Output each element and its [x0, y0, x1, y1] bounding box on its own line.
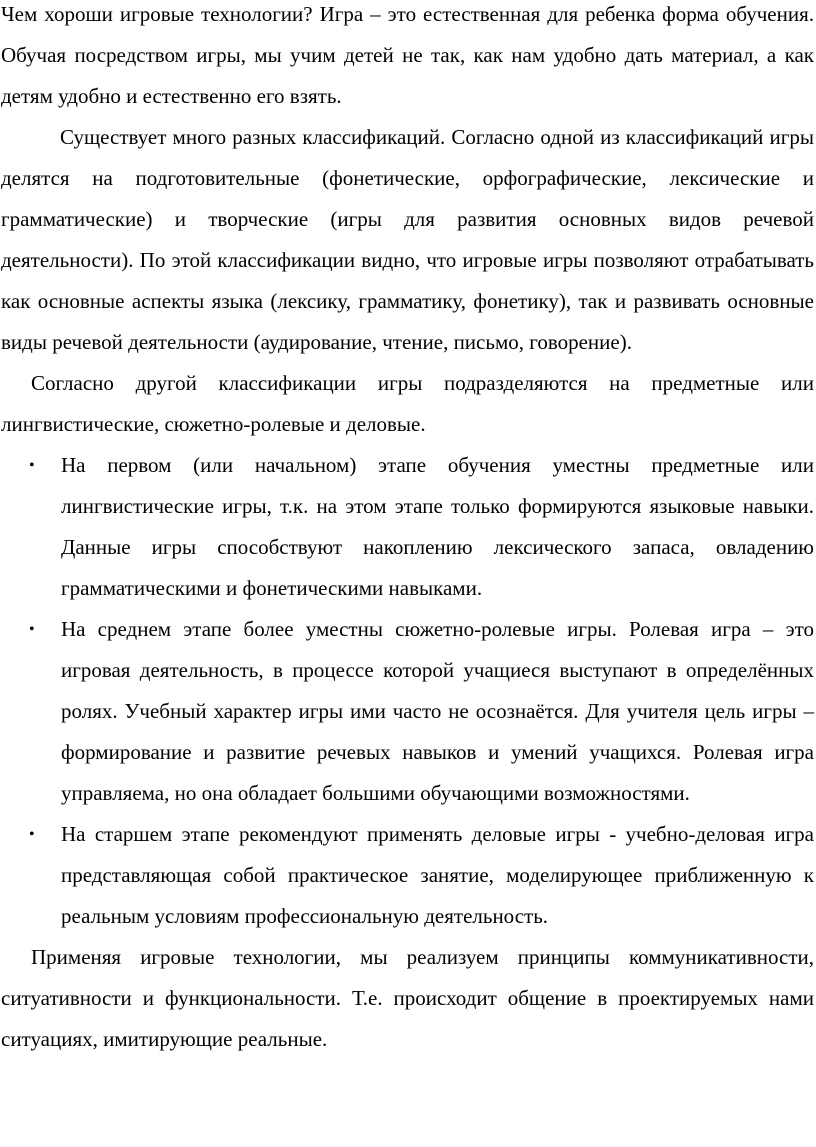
- paragraph-other-classification: Согласно другой классификации игры подразделяются на предметные или лингвистические, сюжетно-ролевые и деловые.: [1, 371, 814, 436]
- bullet-text: На первом (или начальном) этапе обучения уместны предметные или лингвистические игры, т.к. на этом этапе только формируются языковые навыки. Данные игры способствуют накоплению лексического запаса, овладению грамматическими и фонетическими навыками.: [61, 453, 814, 600]
- bullet-item-senior-stage: [1, 814, 814, 937]
- bullet-text: На старшем этапе рекомендуют применять деловые игры - учебно-деловая игра представляющая собой практическое занятие, моделирующее приближенную к реальным условиям профессиональную деятельность.: [61, 822, 814, 928]
- bullet-text: На среднем этапе более уместны сюжетно-ролевые игры. Ролевая игра – это игровая деятельность, в процессе которой учащиеся выступают в определённых ролях. Учебный характер игры ими часто не осознаётся. Для учителя цель игры – формирование и развитие речевых навыков и умений учащихся. Ролевая игра управляема, но она обладает большими обучающими возможностями.: [61, 617, 814, 805]
- bullet-item-initial-stage: [1, 445, 814, 609]
- bullet-item-middle-stage: [1, 609, 814, 814]
- bullet-icon: •: [29, 457, 35, 474]
- bullet-icon: •: [29, 621, 35, 638]
- bullet-list: [1, 445, 814, 937]
- paragraph-classifications: Существует много разных классификаций. Согласно одной из классификаций игры делятся на подготовительные (фонетические, орфографические, лексические и грамматические) и творческие (игры для развития основных видов речевой деятельности). По этой классификации видно, что игровые игры позволяют отрабатывать как основные аспекты языка (лексику, грамматику, фонетику), так и развивать основные виды речевой деятельности (аудирование, чтение, письмо, говорение).: [1, 125, 814, 354]
- paragraph-conclusion: Применяя игровые технологии, мы реализуем принципы коммуникативности, ситуативности и функциональности. Т.е. происходит общение в проектируемых нами ситуациях, имитирующие реальные.: [1, 945, 814, 1051]
- paragraph-intro: Чем хороши игровые технологии? Игра – это естественная для ребенка форма обучения. Обучая посредством игры, мы учим детей не так, как нам удобно дать материал, а как детям удобно и естественно его взять.: [1, 2, 814, 108]
- bullet-icon: •: [29, 826, 35, 843]
